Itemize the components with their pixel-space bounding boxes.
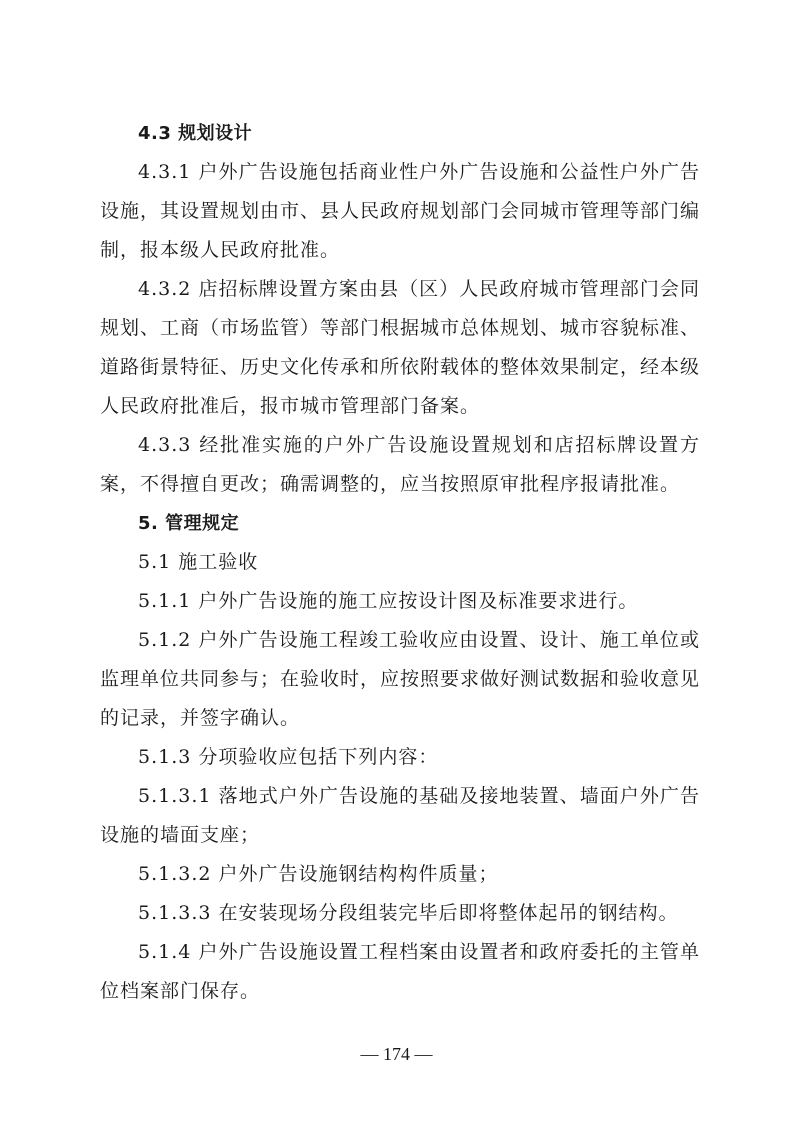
paragraph-5-1-3-3: 5.1.3.3 在安装现场分段组装完毕后即将整体起吊的钢结构。 — [138, 902, 679, 924]
paragraph-5-1-3: 5.1.3 分项验收应包括下列内容： — [138, 746, 439, 768]
paragraph-4-3-1: 4.3.1 户外广告设施包括商业性户外广告设施和公益性户外广告设施，其设置规划由市、县人民政府规划部门会同城市管理等部门编制，报本级人民政府批准。 — [100, 161, 701, 261]
paragraph-5-1-4: 5.1.4 户外广告设施设置工程档案由设置者和政府委托的主管单位档案部门保存。 — [100, 941, 700, 1002]
paragraph-5-1-2: 5.1.2 户外广告设施工程竣工验收应由设置、设计、施工单位或监理单位共同参与；在验收时，应按照要求做好测试数据和验收意见的记录，并签字确认。 — [100, 629, 701, 729]
paragraph-4-3-2: 4.3.2 店招标牌设置方案由县（区）人民政府城市管理部门会同规划、工商（市场监管）等部门根据城市总体规划、城市容貌标准、道路街景特征、历史文化传承和所依附载体的整体效果制定，经本级人民政府批准后，报市城市管理部门备案。 — [100, 278, 701, 417]
subsection-heading-5-1: 5.1 施工验收 — [138, 551, 259, 573]
section-heading-5: 5. 管理规定 — [138, 513, 240, 534]
paragraph-5-1-3-2: 5.1.3.2 户外广告设施钢结构构件质量； — [138, 863, 499, 885]
document-body — [100, 114, 700, 1011]
page-number: — 174 — — [360, 1044, 433, 1064]
paragraph-5-1-1: 5.1.1 户外广告设施的施工应按设计图及标准要求进行。 — [138, 590, 639, 612]
paragraph-5-1-3-1: 5.1.3.1 落地式户外广告设施的基础及接地装置、墙面户外广告设施的墙面支座； — [100, 785, 700, 846]
paragraph-4-3-3: 4.3.3 经批准实施的户外广告设施设置规划和店招标牌设置方案，不得擅自更改；确需调整的，应当按照原审批程序报请批准。 — [100, 434, 700, 495]
section-heading-4-3: 4.3 规划设计 — [138, 123, 253, 144]
